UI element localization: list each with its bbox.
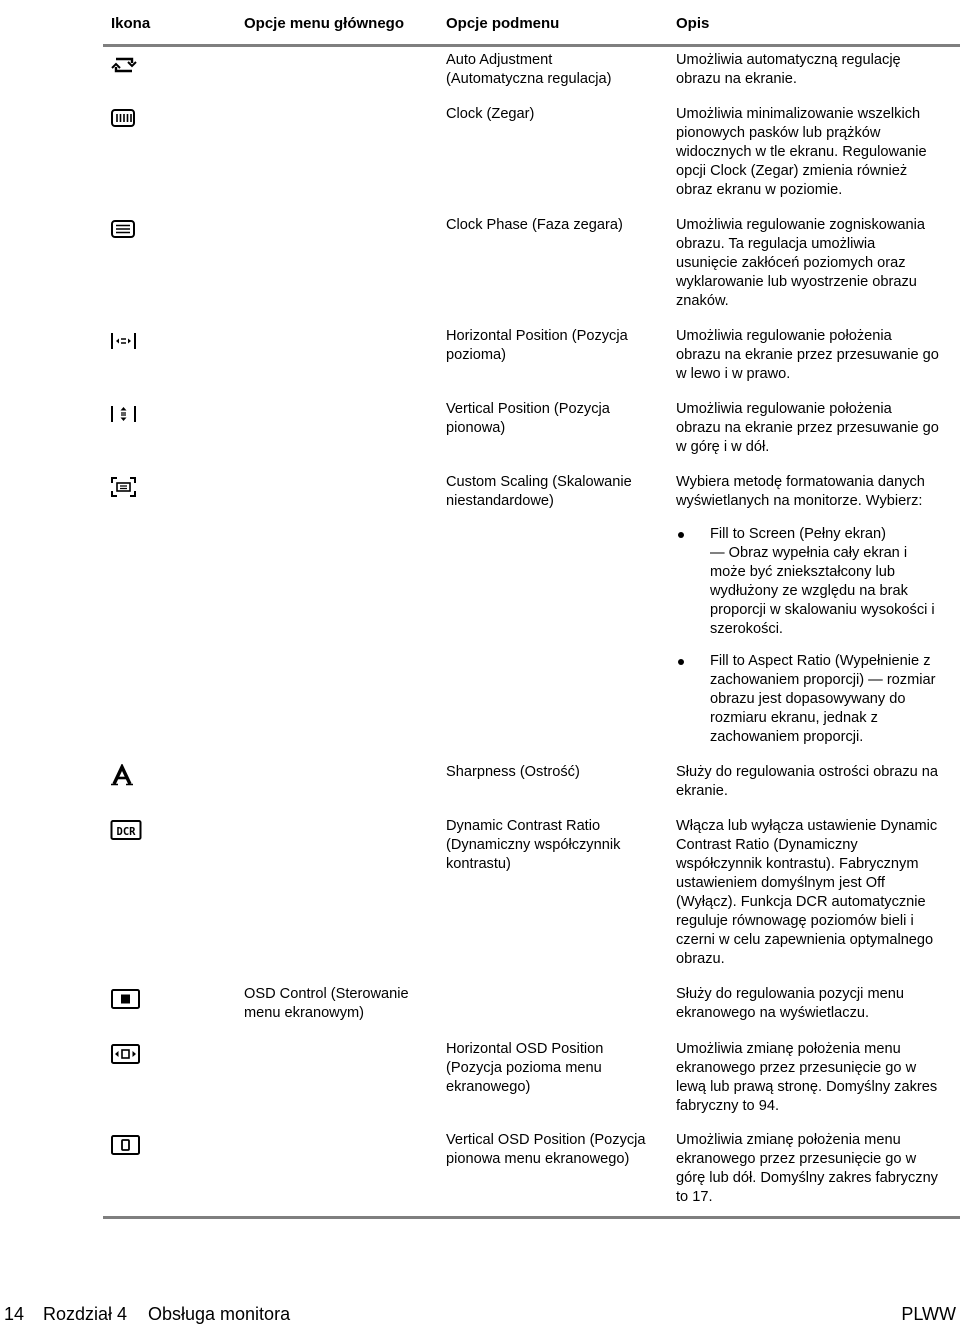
submenu-label: Custom Scaling (Skalowanie niestandardowe) xyxy=(446,474,632,509)
clock-icon xyxy=(110,106,140,130)
bullet-icon xyxy=(678,532,684,538)
description: Umożliwia regulowanie położenia obrazu na ekranie przez przesuwanie go w górę i w dół. xyxy=(676,401,939,455)
vertical-position-icon xyxy=(110,402,140,426)
dcr-icon xyxy=(110,818,144,842)
description: Służy do regulowania ostrości obrazu na ekranie. xyxy=(676,764,939,799)
submenu-label: Auto Adjustment (Automatyczna regulacja) xyxy=(446,52,612,87)
page-number: 14 xyxy=(4,1304,25,1324)
bullet-text: Fill to Aspect Ratio (Wypełnienie z zachowaniem proporcji) — rozmiar obrazu jest dopasowywany do rozmiaru ekranu, jednak z zachowaniem proporcji. xyxy=(710,653,936,745)
submenu-label: Vertical Position (Pozycja pionowa) xyxy=(446,401,610,436)
submenu-label: Clock Phase (Faza zegara) xyxy=(446,217,623,233)
header-sub-col: Opcje podmenu xyxy=(446,15,560,32)
bullet-text: Fill to Screen (Pełny ekran) — Obraz wypełnia cały ekran i może być zniekształcony lub wydłużony ze względu na brak proporcji w skalowaniu wysokości i szerokości. xyxy=(710,526,935,637)
chapter-title: Obsługa monitora xyxy=(148,1304,291,1324)
table-header xyxy=(103,0,960,47)
description: Umożliwia regulowanie położenia obrazu na ekranie przez przesuwanie go w lewo i w prawo. xyxy=(676,328,939,382)
submenu-label: Vertical OSD Position (Pozycja pionowa menu ekranowego) xyxy=(446,1132,646,1167)
description: Służy do regulowania pozycji menu ekranowego na wyświetlaczu. xyxy=(676,986,904,1021)
main-menu-label: OSD Control (Sterowanie menu ekranowym) xyxy=(244,986,409,1021)
submenu-label: Sharpness (Ostrość) xyxy=(446,764,580,780)
submenu-label: Dynamic Contrast Ratio (Dynamiczny współczynnik kontrastu) xyxy=(446,818,621,872)
auto-adjust-icon xyxy=(110,53,140,77)
description: Włącza lub wyłącza ustawienie Dynamic Contrast Ratio (Dynamiczny współczynnik kontrastu). Fabrycznym ustawieniem domyślnym jest Off (Wyłącz). Funkcja DCR automatycznie reguluje równowagę poziomów bieli i czerni w celu zapewnienia optymalnego obrazu. xyxy=(676,818,938,967)
description: Umożliwia zmianę położenia menu ekranowego przez przesunięcie go w górę lub dół. Domyślny zakres fabryczny to 17. xyxy=(676,1132,938,1205)
description: Umożliwia zmianę położenia menu ekranowego przez przesunięcie go w lewą lub prawą stronę. Domyślny zakres fabryczny to 94. xyxy=(676,1041,938,1114)
submenu-label: Horizontal Position (Pozycja pozioma) xyxy=(446,328,628,363)
custom-scaling-icon xyxy=(110,475,140,499)
description: Wybiera metodę formatowania danych wyświetlanych na monitorze. Wybierz: xyxy=(676,474,925,509)
submenu-label: Horizontal OSD Position (Pozycja pozioma menu ekranowego) xyxy=(446,1041,604,1095)
description: Umożliwia automatyczną regulację obrazu na ekranie. xyxy=(676,52,901,87)
horizontal-position-icon xyxy=(110,329,140,353)
table-bottom-rule xyxy=(103,1216,960,1219)
sharpness-icon xyxy=(110,764,140,788)
header-desc-col: Opis xyxy=(676,15,710,32)
clock-phase-icon xyxy=(110,217,140,241)
description: Umożliwia regulowanie zogniskowania obrazu. Ta regulacja umożliwia usunięcie zakłóceń poziomych oraz wyklarowanie lub wyostrzenie obrazu znaków. xyxy=(676,217,926,309)
vertical-osd-position-icon xyxy=(110,1133,144,1157)
dcr-icon-label: DCR xyxy=(116,825,136,838)
header-main-col: Opcje menu głównego xyxy=(244,15,405,32)
chapter-label: Rozdział 4 xyxy=(43,1304,128,1324)
bullet-icon xyxy=(678,659,684,665)
horizontal-osd-position-icon xyxy=(110,1042,144,1066)
submenu-label: Clock (Zegar) xyxy=(446,106,535,122)
description: Umożliwia minimalizowanie wszelkich pionowych pasków lub prążków widocznych w tle ekranu. Regulowanie opcji Clock (Zegar) zmienia również obraz ekranu w poziomie. xyxy=(676,106,927,198)
brand-label: PLWW xyxy=(901,1304,956,1324)
header-icon-col: Ikona xyxy=(111,15,151,32)
osd-control-icon xyxy=(110,987,144,1011)
